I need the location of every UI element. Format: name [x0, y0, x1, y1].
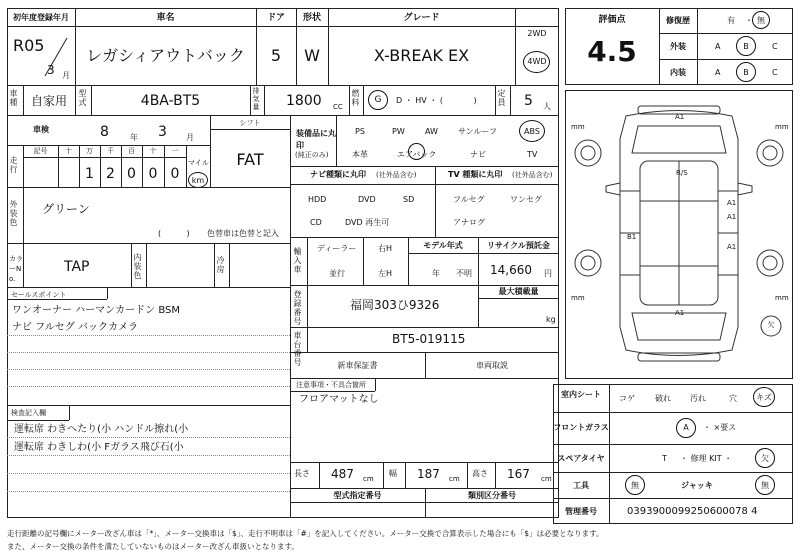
- model-year-unit: 年: [432, 269, 440, 278]
- reg-number: 福岡303ひ9326: [350, 298, 440, 312]
- len-unit: cm: [363, 475, 374, 483]
- inspector-line: 運転席 わきしわ(小 Fガラス飛び石(小: [14, 442, 184, 453]
- navi-cd: CD: [310, 218, 322, 227]
- footer-note: 走行距離の記号欄にメーター改ざん車は「*」、メーター交換車は「$」、走行不明車は「#」を記入してください。メーター交換で合算表示した場合にも「$」は必要となります。: [7, 529, 604, 538]
- tv-analog: アナログ: [453, 218, 485, 227]
- mark-rear: A1: [675, 309, 685, 317]
- spare-missing: 欠: [761, 454, 769, 463]
- mileage-head-mark: 記号: [33, 147, 48, 155]
- equip-navi: ナビ: [470, 150, 486, 159]
- recycle-unit: 円: [544, 269, 552, 278]
- mgmt-label: 管理番号: [565, 507, 597, 516]
- equip-sub: (純正のみ): [295, 151, 329, 159]
- shape-header: 形状: [302, 13, 321, 23]
- equip-label: 装備品に丸印: [296, 129, 336, 150]
- equip-leather: 本革: [352, 150, 368, 159]
- mark-roof: R/S: [676, 169, 688, 177]
- glass-rest: ・ ×要ス: [703, 423, 737, 432]
- car-name: レガシィアウトバック: [86, 46, 245, 65]
- mgmt-number: 0393900099250600078 4: [627, 506, 758, 517]
- tools-none: 無: [631, 481, 639, 490]
- shift: FAT: [236, 150, 264, 169]
- door-header: ドア: [267, 13, 285, 23]
- navi-label: ナビ種類に丸印: [310, 170, 366, 179]
- mark-right-3: A1: [727, 243, 737, 251]
- repair-label: 修復歴: [666, 16, 690, 25]
- sales-line: ワンオーナー ハーマンカードン BSM: [12, 305, 181, 316]
- wid-label: 幅: [389, 469, 397, 478]
- drive-2wd: 2WD: [527, 29, 547, 38]
- jack-label: ジャッキ: [681, 481, 713, 490]
- spare-label: スペアタイヤ: [557, 454, 605, 463]
- displacement: 1800: [286, 93, 322, 109]
- hgt-label: 高さ: [472, 469, 488, 478]
- repair-yes: 有: [727, 16, 735, 25]
- int-grade-b: B: [743, 68, 749, 77]
- reg-label: 登録番号: [293, 290, 302, 326]
- km-unit: km: [191, 176, 205, 185]
- int-label: 内装: [670, 68, 686, 77]
- mileage-label: 走行: [9, 156, 18, 174]
- jack-none: 無: [761, 481, 769, 490]
- load-unit: kg: [546, 315, 556, 324]
- interior-label: 室内シート: [561, 390, 601, 399]
- mileage-digit: 0: [170, 166, 180, 182]
- car-type-label: 車種: [9, 89, 18, 107]
- length: 487: [331, 467, 354, 481]
- score-label: 評価点: [598, 15, 626, 25]
- name-header: 車名: [156, 13, 175, 23]
- equip-aw: AW: [425, 127, 438, 136]
- doc-warranty: 新車保証書: [337, 361, 378, 370]
- type-cert-label: 型式指定番号: [333, 491, 382, 500]
- chassis-label: 車台番号: [293, 331, 302, 367]
- era: R05: [13, 36, 45, 55]
- mileage-digit: 2: [106, 166, 115, 182]
- len-label: 長さ: [294, 469, 310, 478]
- fuel-gas: G: [374, 95, 382, 105]
- doors: 5: [270, 46, 282, 65]
- interior-scratch: キズ: [756, 393, 772, 402]
- mileage-head: 十: [149, 147, 157, 155]
- equip-abs: ABS: [524, 127, 540, 136]
- model: 4BA-BT5: [140, 93, 201, 109]
- grade-header: グレード: [403, 13, 440, 23]
- spare-t: T: [662, 454, 667, 463]
- capacity-unit: 人: [543, 102, 551, 111]
- import-label: 輸入車: [293, 247, 302, 274]
- interior-item: 汚れ: [690, 394, 706, 403]
- category-label: 類別区分番号: [468, 491, 516, 500]
- import-lh: 左H: [378, 269, 393, 278]
- color-label: 外装色: [9, 200, 18, 227]
- interior-item: 穴: [729, 394, 737, 403]
- mileage-head: 万: [86, 147, 93, 155]
- hgt-unit: cm: [541, 475, 552, 483]
- shift-label: シフト: [239, 119, 261, 127]
- wid-unit: cm: [449, 475, 460, 483]
- disp-label: 排気量: [252, 87, 260, 111]
- footer-note: また、メーター交換の条件を満たしていないものはメーター改ざん車扱いとなります。: [7, 542, 299, 551]
- ac-label: 冷房: [216, 256, 225, 274]
- inspector-line: 運転席 わきへたり(小 ハンドル擦れ(小: [14, 424, 189, 435]
- import-dealer: ディーラー: [317, 244, 357, 253]
- score-value: 4.5: [587, 35, 637, 68]
- ext-grade-a: A: [715, 42, 721, 51]
- first-reg-header: 初年度登録年月: [13, 13, 69, 22]
- height: 167: [507, 467, 530, 481]
- disp-unit: CC: [333, 103, 343, 111]
- interior-color-label: 内装色: [133, 253, 142, 280]
- mark-left: B1: [627, 233, 637, 241]
- model-year-unknown: 不明: [456, 269, 472, 278]
- equip-tv: TV: [527, 150, 538, 159]
- inspect-label: 車検: [33, 125, 49, 134]
- navi-hdd: HDD: [308, 195, 327, 204]
- mile-label: マイル: [188, 159, 209, 167]
- mark-front: A1: [675, 113, 685, 121]
- fuel-label: 燃料: [351, 89, 360, 107]
- car-diagram: [566, 91, 792, 378]
- mm-mark: mm: [571, 123, 585, 131]
- navi-dvd-play: DVD 再生可: [345, 218, 390, 227]
- mileage-digit: 0: [127, 166, 136, 182]
- ext-label: 外装: [670, 42, 686, 51]
- mileage-head: 百: [128, 147, 135, 155]
- mm-mark: mm: [775, 294, 789, 302]
- grade: X-BREAK EX: [373, 46, 470, 65]
- mileage-digit: 0: [148, 166, 158, 182]
- inspector-label: 検査記入欄: [11, 409, 46, 417]
- mileage-head: 十: [65, 147, 72, 155]
- ext-grade-c: C: [772, 42, 778, 51]
- car-type: 自家用: [31, 94, 68, 108]
- chassis-number: BT5-019115: [392, 332, 466, 346]
- shape: W: [304, 46, 320, 65]
- width: 187: [417, 467, 440, 481]
- mm-mark: mm: [775, 123, 789, 131]
- capacity: 5: [524, 93, 533, 109]
- repair-no: 無: [757, 16, 765, 25]
- equip-airbag: エアバック: [397, 150, 437, 159]
- color-value: グリーン: [42, 202, 90, 216]
- tv-fullseg: フルセグ: [453, 195, 485, 204]
- color-code-label: カラーNo.: [9, 255, 23, 283]
- import-parallel: 並行: [329, 269, 345, 278]
- glass-label: フロントガラス: [553, 423, 609, 432]
- mileage-head: 千: [107, 147, 114, 155]
- mileage-digit: 1: [85, 166, 94, 182]
- tv-oneseg: ワンセグ: [510, 195, 542, 204]
- load-label: 最大積載量: [498, 287, 539, 296]
- reg-month: 3: [47, 63, 55, 77]
- equip-ps: PS: [355, 127, 365, 136]
- inspect-month-unit: 月: [186, 133, 194, 142]
- equip-pw: PW: [392, 127, 405, 136]
- spare-kit: ・ 修理 KIT ・: [680, 454, 733, 463]
- model-year-label: モデル年式: [423, 241, 463, 250]
- int-grade-a: A: [715, 68, 721, 77]
- notes-label: 注意事項・不具合箇所: [296, 381, 366, 389]
- equip-sunroof: サンルーフ: [458, 127, 497, 136]
- doc-manual: 車両取説: [476, 361, 508, 370]
- model-label: 型式: [78, 89, 87, 107]
- color-code: TAP: [64, 259, 90, 275]
- recycle-value: 14,660: [490, 263, 532, 277]
- inspect-year: 8: [100, 124, 109, 140]
- inspect-month: 3: [158, 124, 167, 140]
- mark-right-2: A1: [727, 213, 737, 221]
- tv-sub: (社外品含む): [512, 171, 553, 179]
- navi-sub: (社外品含む): [376, 171, 417, 179]
- fuel-other: D ・ HV ・ ( ): [396, 96, 477, 105]
- recycle-label: リサイクル預託金: [487, 241, 550, 250]
- navi-dvd: DVD: [358, 195, 376, 204]
- mileage-head: 一: [171, 147, 179, 155]
- interior-item: 破れ: [655, 394, 671, 403]
- capacity-label: 定員: [497, 89, 506, 107]
- tv-label: TV 種類に丸印: [448, 170, 503, 179]
- reg-month-unit: 月: [62, 71, 70, 80]
- color-note: 色替車は色替と記入: [207, 229, 279, 238]
- navi-sd: SD: [403, 195, 415, 204]
- sales-line: ナビ フルセグ バックカメラ: [12, 322, 138, 333]
- mark-right-1: A1: [727, 199, 737, 207]
- drive-4wd: 4WD: [527, 57, 547, 66]
- glass-a: A: [683, 423, 689, 432]
- color-paren: ( ): [158, 229, 190, 238]
- import-rh: 右H: [378, 244, 393, 253]
- repair-dot: ・: [745, 16, 753, 25]
- inspect-year-unit: 年: [130, 133, 138, 142]
- mm-mark: mm: [571, 294, 585, 302]
- dent-mark: 欠: [767, 321, 775, 329]
- sales-label: セールスポイント: [11, 291, 67, 299]
- ext-grade-b: B: [743, 42, 749, 51]
- interior-item: コゲ: [619, 394, 635, 403]
- int-grade-c: C: [772, 68, 778, 77]
- notes-value: フロアマットなし: [299, 394, 379, 405]
- tools-label: 工具: [573, 481, 589, 490]
